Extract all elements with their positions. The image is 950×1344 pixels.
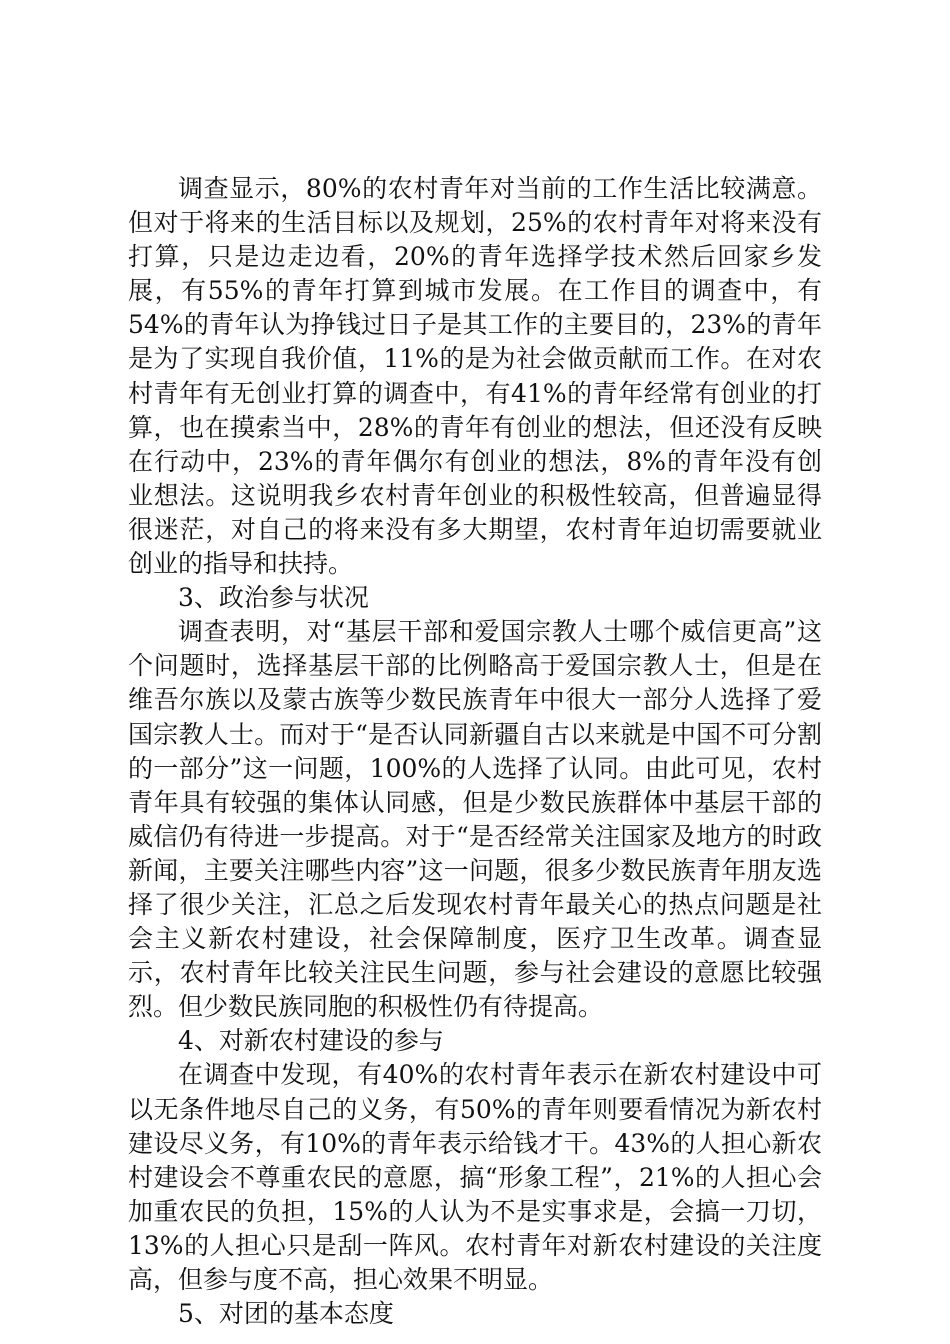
paragraph-political-participation: 调查表明，对“基层干部和爱国宗教人士哪个威信更高”这个问题时，选择基层干部的比例略高于爱国宗教人士，但是在维吾尔族以及蒙古族等少数民族青年中很大一部分人选择了爱国宗教人士。而对于“是否认同新疆自古以来就是中国不可分割的一部分”这一问题，100%的人选择了认同。由此可见，农村青年具有较强的集体认同感，但是少数民族群体中基层干部的威信仍有待进一步提高。对于“是否经常关注国家及地方的时政新闻，主要关注哪些内容”这一问题，很多少数民族青年朋友选择了很少关注，汇总之后发现农村青年最关心的热点问题是社会主义新农村建设，社会保障制度，医疗卫生改革。调查显示，农村青年比较关注民生问题，参与社会建设的意愿比较强烈。但少数民族同胞的积极性仍有待提高。	[128, 617, 822, 1022]
section-heading-league-attitude: 5、对团的基本态度	[178, 1299, 394, 1329]
section-heading-new-countryside: 4、对新农村建设的参与	[178, 1026, 444, 1056]
document-page	[128, 172, 822, 1331]
paragraph-employment-survey: 调查显示，80%的农村青年对当前的工作生活比较满意。但对于将来的生活目标以及规划，25%的农村青年对将来没有打算，只是边走边看，20%的青年选择学技术然后回家乡发展，有55%的青年打算到城市发展。在工作目的调查中，有54%的青年认为挣钱过日子是其工作的主要目的，23%的青年是为了实现自我价值，11%的是为社会做贡献而工作。在对农村青年有无创业打算的调查中，有41%的青年经常有创业的打算，也在摸索当中，28%的青年有创业的想法，但还没有反映在行动中，23%的青年偶尔有创业的想法，8%的青年没有创业想法。这说明我乡农村青年创业的积极性较高，但普遍显得很迷茫，对自己的将来没有多大期望，农村青年迫切需要就业创业的指导和扶持。	[128, 174, 822, 579]
paragraph-new-countryside: 在调查中发现，有40%的农村青年表示在新农村建设中可以无条件地尽自己的义务，有50%的青年则要看情况为新农村建设尽义务，有10%的青年表示给钱才干。43%的人担心新农村建设会不尊重农民的意愿，搞“形象工程”，21%的人担心会加重农民的负担，15%的人认为不是实事求是，会搞一刀切，13%的人担心只是刮一阵风。农村青年对新农村建设的关注度高，但参与度不高，担心效果不明显。	[128, 1060, 822, 1294]
section-heading-political-participation: 3、政治参与状况	[178, 583, 369, 613]
